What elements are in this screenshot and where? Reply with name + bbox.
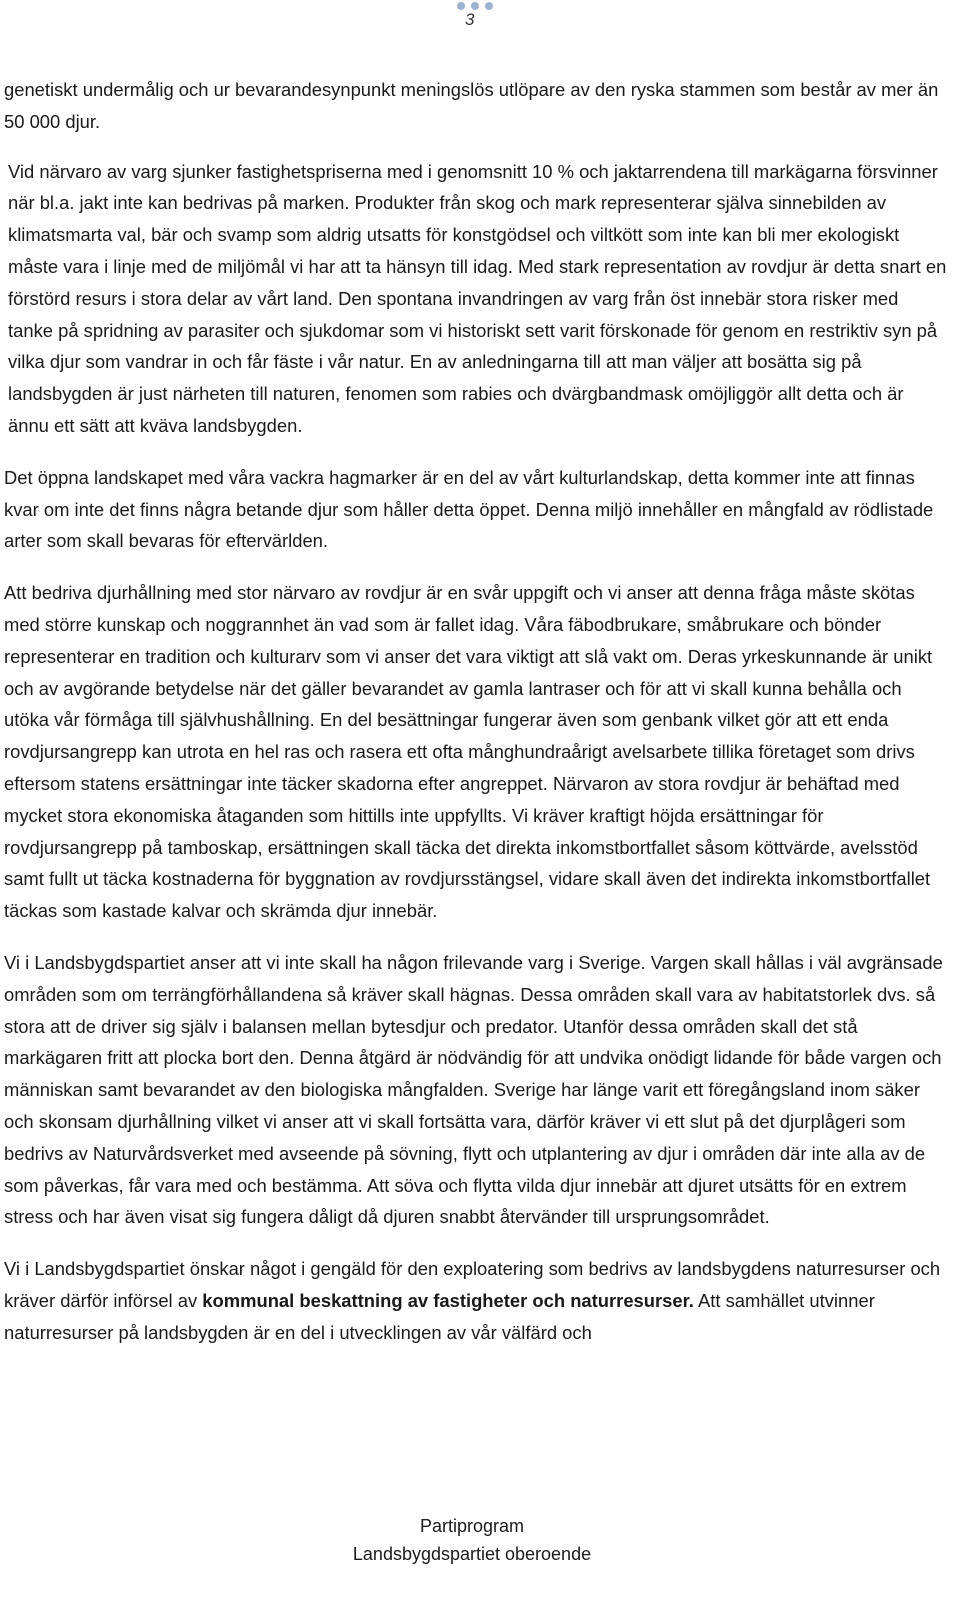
- dot-icon: [471, 2, 479, 10]
- document-body: [4, 74, 948, 1348]
- paragraph-continuation: genetiskt undermålig och ur bevarandesynpunkt meningslös utlöpare av den ryska stammen som består av mer än 50 000 djur.: [4, 79, 939, 132]
- page-number: 3: [465, 10, 475, 29]
- header-dots-decoration: [457, 2, 497, 12]
- paragraph-party-position: Vi i Landsbygdspartiet anser att vi inte skall ha någon frilevande varg i Sverige. Vargen skall hållas i väl avgränsade områden som om terrängförhållandena så kräver skall hägnas. Dessa områden skall vara av habitatstorlek dvs. så stora att de driver sig själv i balansen mellan bytesdjur och predator. Utanför dessa områden skall det stå markägaren fritt att plocka bort den. Denna åtgärd är nödvändig för att undvika onödigt lidande för både vargen och människan samt bevarandet av den biologiska mångfalden. Sverige har länge varit ett föregångsland inom säker och skonsam djurhållning vilket vi anser att vi skall fortsätta vara, därför kräver vi ett slut på det djurplågeri som bedrivs av Naturvårdsverket med avseende på sövning, flytt och utplantering av djur i områden där inte alla av de som påverkas, får vara med och bestämma. Att söva och flytta vilda djur innebär att djuret utsätts för en extrem stress och har även visat sig fungera dåligt då djuren snabbt återvänder till ursprungsområdet.: [4, 951, 943, 1228]
- footer-party-name: Landsbygdspartiet oberoende: [352, 1544, 592, 1564]
- dot-icon: [457, 2, 465, 10]
- paragraph-animal-husbandry: Att bedriva djurhållning med stor närvaro av rovdjur är en svår uppgift och vi anser att denna fråga måste skötas med större kunskap och noggrannhet än vad som är fallet idag. Våra fäbodbrukare, småbrukare och bönder representerar en tradition och kulturarv som vi anser det vara viktigt att slå vakt om. Deras yrkeskunnande är unikt och av avgörande betydelse när det gäller bevarandet av gamla lantraser och för att vi skall kunna behålla och utöka vår förmåga till självhushållning. En del besättningar fungerar även som genbank vilket gör att ett enda rovdjursangrepp kan utrota en hel ras och rasera ett ofta månghundraårigt avelsarbete tillika företaget som drivs eftersom statens ersättningar inte täcker skadorna efter angreppet. Närvaron av stora rovdjur är behäftad med mycket stora ekonomiska åtaganden som hittills inte uppfyllts. Vi kräver kraftigt höjda ersättningar för rovdjursangrepp på tamboskap, ersättningen skall täcka det direkta inkomstbortfallet såsom köttvärde, avelsstöd samt fullt ut täcka kostnaderna för byggnation av rovdjursstängsel, vidare skall även det indirekta inkomstbortfallet täckas som kastade kalvar och skrämda djur innebär.: [4, 582, 933, 922]
- paragraph-open-landscape: Det öppna landskapet med våra vackra hagmarker är en del av vårt kulturlandskap, detta kommer inte att finnas kvar om inte det finns några betande djur som håller detta öppet. Denna miljö innehåller en mångfald av rödlistade arter som skall bevaras för eftervärlden.: [4, 466, 934, 552]
- paragraph-taxation: [4, 1253, 948, 1348]
- paragraph-wolf-impact: Vid närvaro av varg sjunker fastighetspriserna med i genomsnitt 10 % och jaktarrendena till markägarna försvinner när bl.a. jakt inte kan bedrivas på marken. Produkter från skog och mark representerar själva sinnebilden av klimatsmarta val, bär och svamp som aldrig utsatts för konstgödsel och viltkött som inte kan bli mer ekologiskt måste vara i linje med de miljömål vi har att ta hänsyn till idag. Med stark representation av rovdjur är detta snart en förstörd resurs i stora delar av vårt land. Den spontana invandringen av varg från öst innebär stora risker med tanke på spridning av parasiter och sjukdomar som vi historiskt sett varit förskonade för genom en restriktiv syn på vilka djur som vandrar in och får fäste i vår natur. En av anledningarna till att man väljer att bosätta sig på landsbygden är just närheten till naturen, fenomen som rabies och dvärgbandmask omöjliggör allt detta och är ännu ett sätt att kväva landsbygden.: [8, 160, 947, 436]
- taxation-text-start: Vi i Landsbygdspartiet önskar något i gengäld för den exploatering som bedrivs av landsbygdens naturresurser och kräver därför införsel av: [4, 1258, 941, 1311]
- taxation-emphasis: kommunal beskattning av fastigheter och naturresurser.: [202, 1289, 694, 1311]
- dot-icon: [485, 2, 493, 10]
- taxation-text-end: Att samhället utvinner naturresurser på landsbygden är en del i utvecklingen av vår välfärd och: [4, 1289, 875, 1343]
- footer-title: Partiprogram: [419, 1516, 525, 1536]
- page-footer: [0, 1512, 944, 1568]
